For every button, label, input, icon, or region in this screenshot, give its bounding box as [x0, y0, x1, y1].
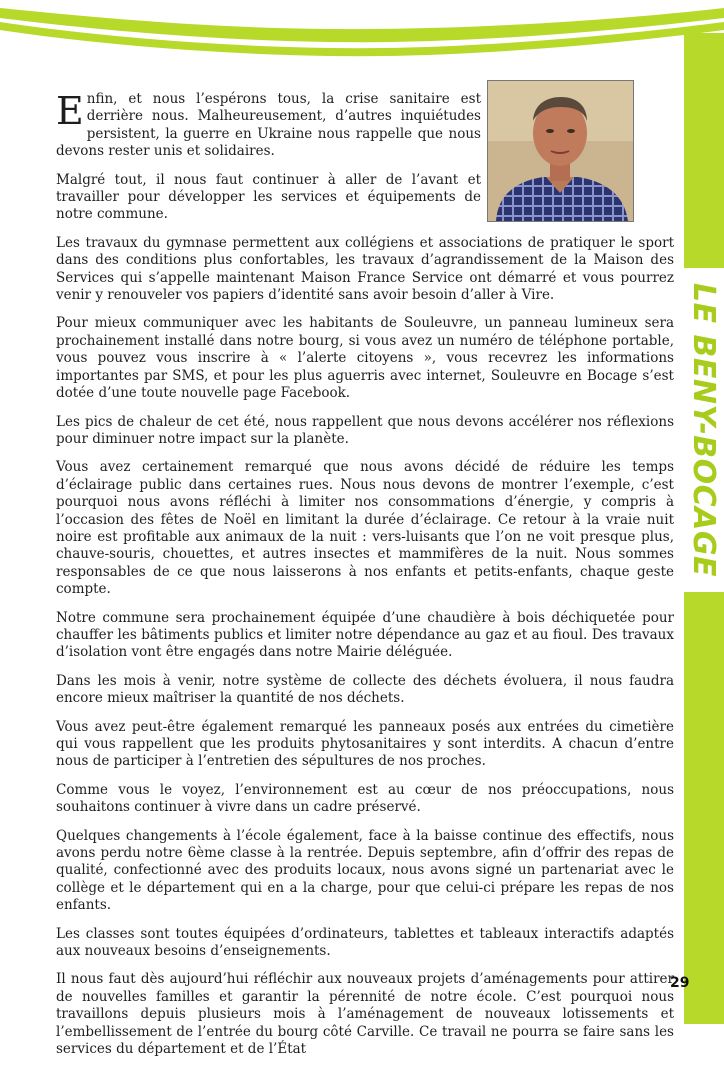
editorial-article — [56, 91, 674, 1070]
paragraph-3: Les travaux du gymnase permettent aux collégiens et associations de pratiquer le sport dans des conditions plus confortables, les travaux d’agrandissement de la Maison des Services qui s’appelle maintenant Maison France Service ont démarré et vous pourrez venir y renouveler vos papiers d’identité sans avoir besoin d’aller à Vire. — [56, 234, 674, 304]
paragraph-12: Les classes sont toutes équipées d’ordinateurs, tablettes et tableaux interactifs adaptés aux nouveaux besoins d’enseignements. — [56, 925, 674, 960]
paragraph-8: Dans les mois à venir, notre système de collecte des déchets évoluera, il nous faudra encore mieux maîtriser la quantité de nos déchets. — [56, 672, 674, 707]
paragraph-intro — [56, 91, 481, 161]
drop-cap: E — [56, 89, 84, 133]
paragraph-11: Quelques changements à l’école également, face à la baisse continue des effectifs, nous avons perdu notre 6ème classe à la rentrée. Depuis septembre, afin d’offrir des repas de qualité, confectionné avec des produits locaux, nous avons signé un partenariat avec le collège et le département qui en a la charge, pour que celui-ci prépare les repas de nos enfants. — [56, 827, 674, 914]
paragraph-2: Malgré tout, il nous faut continuer à aller de l’avant et travailler pour développer les services et équipements de notre commune. — [56, 171, 481, 223]
paragraph-7: Notre commune sera prochainement équipée d’une chaudière à bois déchiquetée pour chauffer les bâtiments publics et limiter notre dépendance au gaz et au fioul. Des travaux d’isolation vont être engagés dans notre Mairie déléguée. — [56, 609, 674, 661]
paragraph-5: Les pics de chaleur de cet été, nous rappellent que nous devons accélérer nos réflexions pour diminuer notre impact sur la planète. — [56, 413, 674, 447]
paragraph-10: Comme vous le voyez, l’environnement est au cœur de nos préoccupations, nous souhaitons continuer à vivre dans un cadre préservé. — [56, 781, 674, 816]
sidebar-accent-bottom — [684, 592, 724, 1024]
sidebar-accent-top — [684, 33, 724, 268]
paragraph-9: Vous avez peut-être également remarqué les panneaux posés aux entrées du cimetière qui vous rappellent que les produits phytosanitaires y sont interdits. A chacun d’entre nous de participer à l’entretien des sépultures de nos proches. — [56, 718, 674, 770]
paragraph-6: Vous avez certainement remarqué que nous avons décidé de réduire les temps d’éclairage public dans certaines rues. Nous nous devons de montrer l’exemple, c’est pourquoi nous avons réfléchi à limiter nos consommations d’énergie, y compris à l’occasion des fêtes de Noël en limitant la durée d’éclairage. Ce retour à la vraie nuit noire est profitable aux animaux de la nuit : vers-luisants que l’on ne voit presque plus, chauve-souris, chouettes, et autres insectes et mammifères de la nuit. Nous sommes responsables de ce que nous laisserons à nos enfants et petits-enfants, chaque geste compte. — [56, 459, 674, 598]
sidebar-title — [685, 280, 721, 580]
paragraph-13: Il nous faut dès aujourd’hui réfléchir aux nouveaux projets d’aménagements pour attirer de nouvelles familles et garantir la pérennité de notre école. C’est pourquoi nous travaillons depuis plusieurs mois à l’aménagement de nouveaux lotissements et l’embellissement de l’entrée du bourg côté Carville. Ce travail ne pourra se faire sans les services du département et de l’État — [56, 971, 674, 1058]
paragraph-4: Pour mieux communiquer avec les habitants de Souleuvre, un panneau lumineux sera prochainement installé dans notre bourg, si vous avez un numéro de téléphone portable, vous pouvez vous inscrire à « l’alerte citoyens », vous recevrez les informations importantes par SMS, et pour les plus aguerris avec internet, Souleuvre en Bocage s’est dotée d’une toute nouvelle page Facebook. — [56, 315, 674, 402]
page-number: 29 — [670, 975, 690, 991]
decorative-top-waves — [0, 0, 724, 70]
sidebar-title-text: LE BENY-BOCAGE — [686, 282, 721, 577]
paragraph-intro-text: nfin, et nous l’espérons tous, la crise sanitaire est derrière nous. Malheureusement, d’autres inquiétudes persistent, la guerre en Ukraine nous rappelle que nous devons rester unis et solidaires. — [56, 91, 481, 160]
